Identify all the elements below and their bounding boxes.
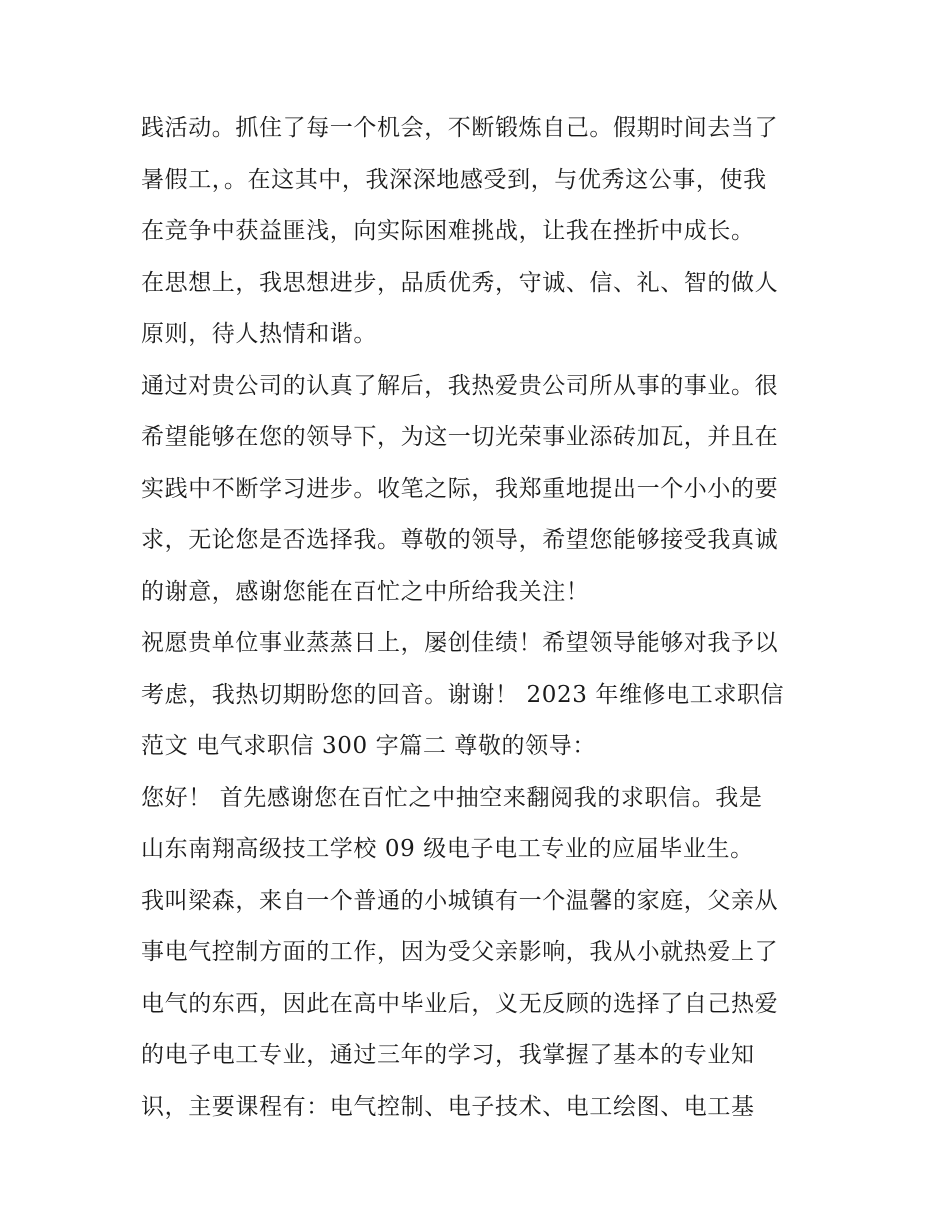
paragraph-greeting (141, 773, 821, 876)
paragraph-wishes (141, 618, 821, 773)
document-body (141, 103, 821, 1133)
text-line: 山东南翔高级技工学校 09 级电子电工专业的应届毕业生。 (141, 836, 754, 862)
text-line: 实践中不断学习进步。收笔之际，我郑重地提出一个小小的要 (141, 475, 779, 502)
text-line: 范文 电气求职信 300 字篇二 尊敬的领导： (141, 733, 596, 759)
text-line: 求，无论您是否选择我。尊敬的领导，希望您能够接受我真诚 (141, 527, 779, 553)
text-line: 践活动。抓住了每一个机会，不断锻炼自己。假期时间去当了 (141, 115, 779, 141)
text-line: 暑假工，。在这其中，我深深地感受到，与优秀这公事，使我 (141, 166, 767, 193)
text-line: 在竞争中获益匪浅，向实际困难挑战，让我在挫折中成长。 (141, 218, 755, 244)
paragraph-practice (141, 103, 821, 258)
text-line: 我叫梁森，来自一个普通的小城镇有一个温馨的家庭，父亲从 (141, 887, 779, 914)
text-line: 考虑，我热切期盼您的回音。谢谢！ 2023 年维修电工求职信 (141, 681, 785, 708)
paragraph-introduction (141, 876, 821, 1134)
text-line: 事电气控制方面的工作，因为受父亲影响，我从小就热爱上了 (141, 939, 779, 965)
paragraph-ideology (141, 258, 821, 361)
text-line: 原则，待人热情和谐。 (141, 321, 377, 347)
text-line: 电气的东西，因此在高中毕业后，义无反顾的选择了自己热爱 (141, 990, 779, 1017)
text-line: 在思想上，我思想进步，品质优秀，守诚、信、礼、智的做人 (141, 269, 779, 296)
paragraph-company (141, 361, 821, 619)
text-line: 识，主要课程有：电气控制、电子技术、电工绘图、电工基 (141, 1093, 755, 1120)
text-line: 的谢意，感谢您能在百忙之中所给我关注！ (141, 578, 590, 605)
text-line: 祝愿贵单位事业蒸蒸日上，屡创佳绩！希望领导能够对我予以 (141, 630, 779, 656)
text-line: 您好！ 首先感谢您在百忙之中抽空来翻阅我的求职信。我是 (141, 784, 763, 811)
text-line: 的电子电工专业，通过三年的学习，我掌握了基本的专业知 (141, 1042, 755, 1068)
text-line: 希望能够在您的领导下，为这一切光荣事业添砖加瓦，并且在 (141, 424, 779, 450)
text-line: 通过对贵公司的认真了解后，我热爱贵公司所从事的事业。很 (141, 372, 779, 399)
